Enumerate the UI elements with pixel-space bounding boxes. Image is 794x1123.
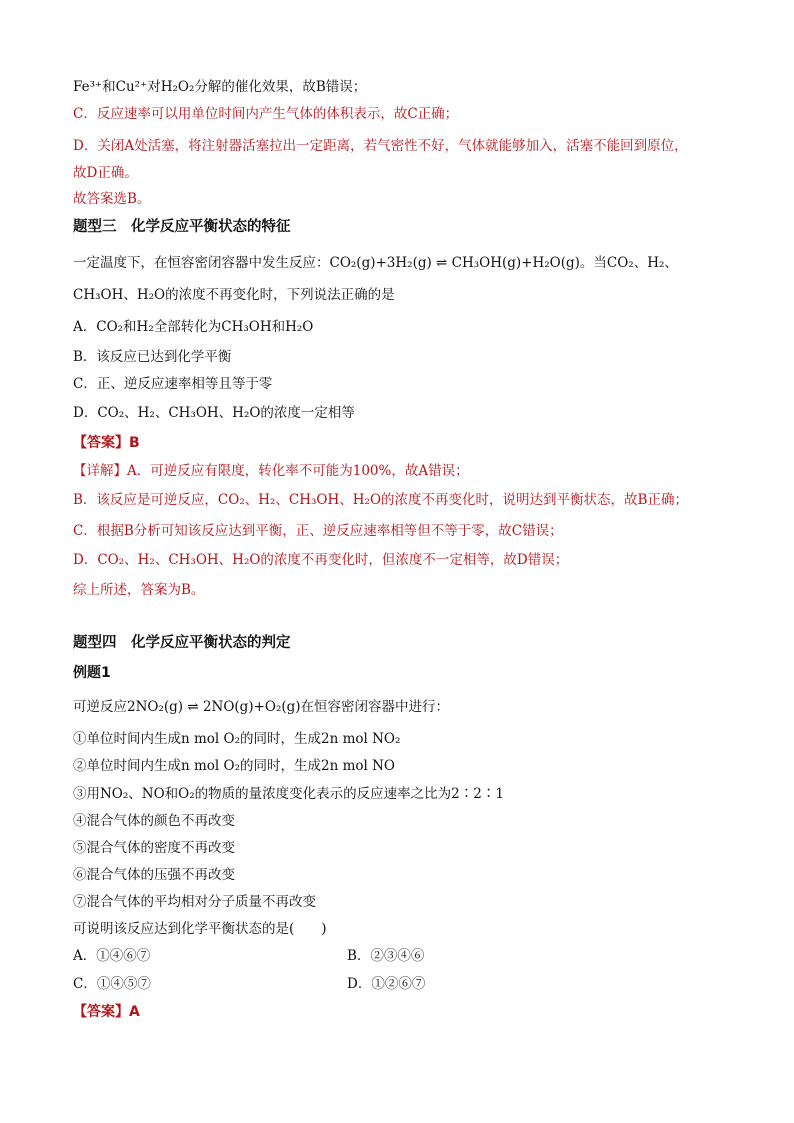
summary-line: 综上所述，答案为B。 xyxy=(73,582,205,598)
choice-d: D．①②⑥⑦ xyxy=(347,976,426,992)
explanation-line: B．该反应是可逆反应，CO₂、H₂、CH₃OH、H₂O的浓度不再变化时，说明达到平衡状态，故B正确； xyxy=(73,492,688,508)
text-line: 故答案选B。 xyxy=(73,191,151,207)
question-text: 可逆反应2NO₂(g) ⇌ 2NO(g)+O₂(g)在恒容密闭容器中进行： xyxy=(73,699,450,715)
question-text: 可说明该反应达到化学平衡状态的是( ) xyxy=(73,921,327,937)
statement-item: ⑦混合气体的平均相对分子质量不再改变 xyxy=(73,894,316,910)
statement-item: ②单位时间内生成n mol O₂的同时，生成2n mol NO xyxy=(73,758,395,774)
choice-c: C．①④⑤⑦ xyxy=(73,976,151,992)
statement-item: ④混合气体的颜色不再改变 xyxy=(73,813,235,829)
section-heading: 题型四 化学反应平衡状态的判定 xyxy=(73,635,291,651)
option-b: B．该反应已达到化学平衡 xyxy=(73,349,232,365)
statement-item: ③用NO₂、NO和O₂的物质的量浓度变化表示的反应速率之比为2∶2∶1 xyxy=(73,786,504,802)
explanation-line: C．根据B分析可知该反应达到平衡，正、逆反应速率相等但不等于零，故C错误； xyxy=(73,523,563,539)
option-a: A．CO₂和H₂全部转化为CH₃OH和H₂O xyxy=(73,319,314,335)
statement-item: ①单位时间内生成n mol O₂的同时，生成2n mol NO₂ xyxy=(73,731,401,747)
explanation-line: 【详解】A．可逆反应有限度，转化率不可能为100%，故A错误； xyxy=(73,463,469,479)
statement-item: ⑤混合气体的密度不再改变 xyxy=(73,840,235,856)
answer-label: 【答案】A xyxy=(73,1004,140,1020)
section-heading: 题型三 化学反应平衡状态的特征 xyxy=(73,219,291,235)
text-line: Fe³⁺和Cu²⁺对H₂O₂分解的催化效果，故B错误； xyxy=(73,79,367,95)
question-text: CH₃OH、H₂O的浓度不再变化时，下列说法正确的是 xyxy=(73,287,395,303)
choice-b: B．②③④⑥ xyxy=(347,948,425,964)
answer-label: 【答案】B xyxy=(73,435,140,451)
question-text: 一定温度下，在恒容密闭容器中发生反应：CO₂(g)+3H₂(g) ⇌ CH₃OH(g)+H₂O(g)。当CO₂、H₂、 xyxy=(73,255,678,271)
explanation-line: D．CO₂、H₂、CH₃OH、H₂O的浓度不再变化时，但浓度不一定相等，故D错误； xyxy=(73,552,569,568)
statement-item: ⑥混合气体的压强不再改变 xyxy=(73,867,235,883)
option-d: D．CO₂、H₂、CH₃OH、H₂O的浓度一定相等 xyxy=(73,405,355,421)
text-line: 故D正确。 xyxy=(73,165,138,181)
choice-a: A．①④⑥⑦ xyxy=(73,948,151,964)
example-label: 例题1 xyxy=(73,665,111,681)
option-c: C．正、逆反应速率相等且等于零 xyxy=(73,376,273,392)
text-line: C．反应速率可以用单位时间内产生气体的体积表示，故C正确； xyxy=(73,106,459,122)
text-line: D．关闭A处活塞，将注射器活塞拉出一定距离，若气密性不好，气体就能够加入，活塞不能回到原位， xyxy=(73,138,688,154)
